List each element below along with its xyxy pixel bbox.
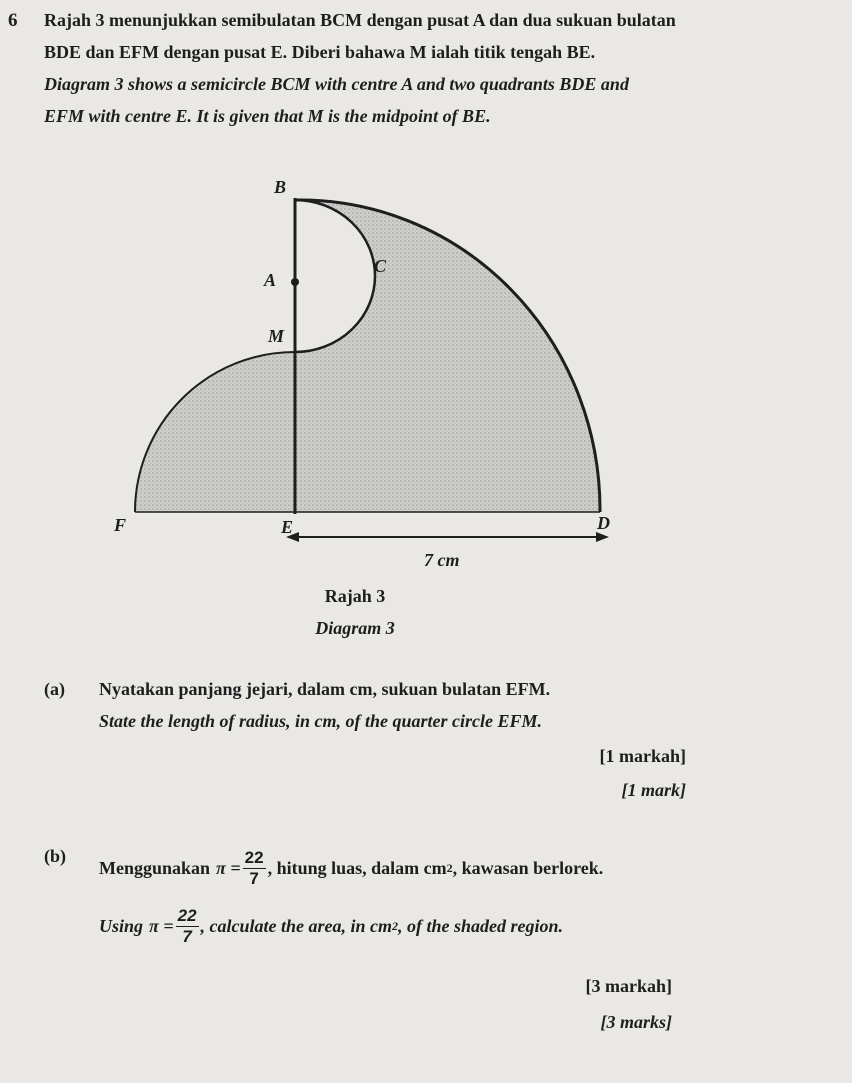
part-b-text-malay — [99, 848, 603, 889]
intro-english-line-2: EFM with centre E. It is given that M is the midpoint of BE. — [44, 106, 491, 126]
part-a-marks-malay: [1 markah] — [599, 746, 686, 766]
unit-superscript: 2 — [446, 861, 453, 875]
part-a-label: (a) — [44, 679, 65, 699]
pi-fraction-english — [176, 906, 199, 947]
part-a-marks-english: [1 mark] — [621, 780, 686, 800]
label-a: A — [264, 270, 277, 290]
label-f: F — [114, 515, 127, 535]
label-d: D — [597, 513, 610, 533]
diagram-caption-english: Diagram 3 — [315, 618, 395, 638]
unit-superscript-english: 2 — [392, 919, 399, 933]
part-b-malay-suffix-1: , hitung luas, dalam cm — [267, 858, 447, 878]
diagram-caption-malay: Rajah 3 — [324, 586, 386, 606]
shaded-region-quadrant-efm — [135, 352, 295, 512]
intro-english-line-1: Diagram 3 shows a semicircle BCM with centre A and two quadrants BDE and — [44, 74, 629, 94]
question-number: 6 — [8, 10, 18, 31]
pi-symbol-english: π = — [149, 916, 174, 936]
intro-malay-line-1: Rajah 3 menunjukkan semibulatan BCM dengan pusat A dan dua sukuan bulatan — [44, 10, 676, 30]
pi-symbol: π = — [216, 858, 241, 878]
label-c: C — [374, 256, 387, 276]
pi-denominator: 7 — [249, 869, 259, 888]
label-m: M — [268, 326, 285, 346]
part-b-marks-malay: [3 markah] — [585, 976, 672, 996]
geometry-diagram — [0, 160, 852, 590]
pi-numerator: 22 — [244, 848, 264, 867]
dimension-label: 7 cm — [424, 550, 460, 570]
pi-denominator-english: 7 — [182, 927, 192, 946]
part-b-malay-suffix-2: , kawasan berlorek. — [452, 858, 604, 878]
center-point-a — [291, 278, 299, 286]
part-b-english-suffix-1: , calculate the area, in cm — [200, 916, 393, 936]
part-b-marks-english: [3 marks] — [600, 1012, 672, 1032]
part-b-label: (b) — [44, 846, 66, 866]
pi-numerator-english: 22 — [177, 906, 197, 925]
part-a-text-malay: Nyatakan panjang jejari, dalam cm, sukuan bulatan EFM. — [99, 679, 551, 699]
label-e: E — [281, 517, 294, 537]
intro-malay-line-2: BDE dan EFM dengan pusat E. Diberi bahawa M ialah titik tengah BE. — [44, 42, 596, 62]
pi-fraction — [243, 848, 266, 889]
label-b: B — [274, 177, 287, 197]
arrowhead-right-icon — [596, 532, 609, 542]
part-b-english-prefix: Using — [99, 916, 144, 936]
shaded-region-quadrant-bde — [295, 200, 600, 512]
part-b-text-english — [99, 906, 563, 947]
part-b-english-suffix-2: , of the shaded region. — [398, 916, 564, 936]
part-a-text-english: State the length of radius, in cm, of the quarter circle EFM. — [99, 711, 543, 731]
part-b-malay-prefix: Menggunakan — [99, 858, 211, 878]
